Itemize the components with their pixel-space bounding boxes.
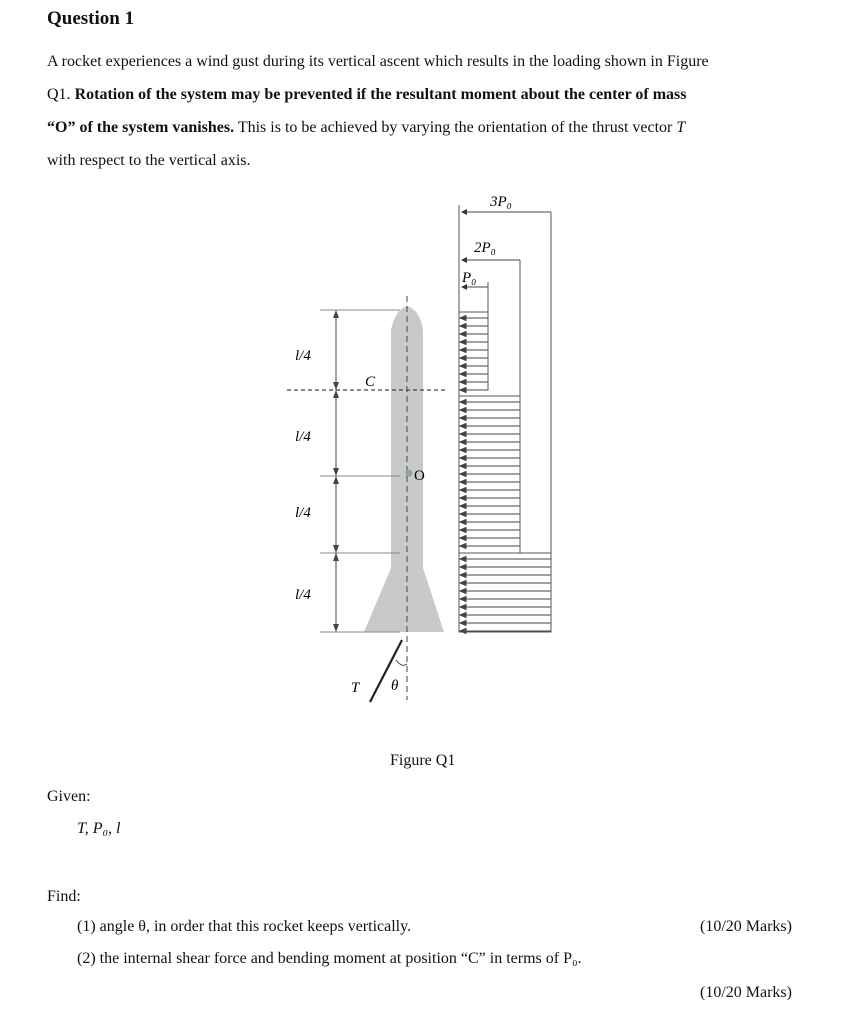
load-arrow-head [460,472,466,477]
problem-bold-text-o: “O” of the system vanishes. [47,119,235,136]
load-arrow-head [460,388,466,393]
load-arrow-head [460,480,466,485]
load-arrow-head [460,408,466,413]
load-arrow-head [460,424,466,429]
load-arrow-head [460,512,466,517]
problem-text-line-1: A rocket experiences a wind gust during its vertical ascent which results in the loading shown in Figure [47,53,709,70]
load-label-2p0: 2P₀ [474,240,496,256]
load-arrow-head [460,504,466,509]
segment-label-4: l/4 [295,587,311,603]
load-region-3p0 [459,553,551,632]
load-arrow-head [460,544,466,549]
segment-label-2: l/4 [295,429,311,445]
point-o-label: O [414,468,425,484]
load-arrow-head [460,613,466,618]
load-arrow-head [460,581,466,586]
load-arrow-head [460,380,466,385]
load-arrow-head [460,597,466,602]
load-arrow-head [460,557,466,562]
load-arrow-head [460,448,466,453]
theta-arc [396,660,407,665]
problem-text-fragment: This is to be achieved by varying the orientation of the thrust vector [234,119,677,136]
center-of-mass-dot [406,470,413,477]
load-arrow-head [460,416,466,421]
load-arrow-head [460,589,466,594]
load-arrow-head [460,528,466,533]
thrust-label: T [351,680,360,696]
load-arrow-head [460,340,466,345]
load-arrow-head [460,573,466,578]
load-arrow-head [460,400,466,405]
load-arrow-head [460,372,466,377]
load-arrow-head [460,332,466,337]
figure-caption: Figure Q1 [390,752,456,769]
find-item-1-marks: (10/20 Marks) [700,918,792,935]
load-arrow-head [460,629,466,634]
find-item-2: (2) the internal shear force and bending moment at position “C” in terms of P₀. [77,950,582,967]
problem-text-fragment: Q1. [47,86,75,103]
load-arrow-head [460,496,466,501]
load-arrow-head [460,364,466,369]
load-arrow-head [460,356,466,361]
find-item-2-marks: (10/20 Marks) [700,984,792,1001]
segment-label-1: l/4 [295,348,311,364]
load-arrow-head [460,520,466,525]
segment-label-3: l/4 [295,505,311,521]
find-item-1: (1) angle θ, in order that this rocket keeps vertically. [77,918,412,935]
find-label: Find: [47,888,81,905]
question-title: Question 1 [47,8,135,29]
load-arrow-head [460,432,466,437]
load-arrow-head [460,348,466,353]
problem-bold-text: Rotation of the system may be prevented if the resultant moment about the center of mass [74,86,687,103]
load-label-3p0: 3P₀ [490,194,512,210]
angle-label: θ [391,678,399,694]
thrust-symbol: T [676,119,686,136]
load-arrow-head [460,565,466,570]
load-arrow-head [460,440,466,445]
load-arrow-head [460,621,466,626]
load-arrow-head [460,464,466,469]
load-arrow-head [460,536,466,541]
load-arrow-head [460,316,466,321]
given-label: Given: [47,788,91,805]
load-arrow-head [460,605,466,610]
load-arrow-head [460,324,466,329]
given-values: T, P₀, l [77,820,121,837]
rocket-body [364,306,444,632]
load-arrow-head [460,488,466,493]
load-label-p0: P₀ [462,270,477,286]
point-c-label: C [365,374,376,390]
load-arrow-head [460,456,466,461]
problem-text-line-4: with respect to the vertical axis. [47,152,251,169]
